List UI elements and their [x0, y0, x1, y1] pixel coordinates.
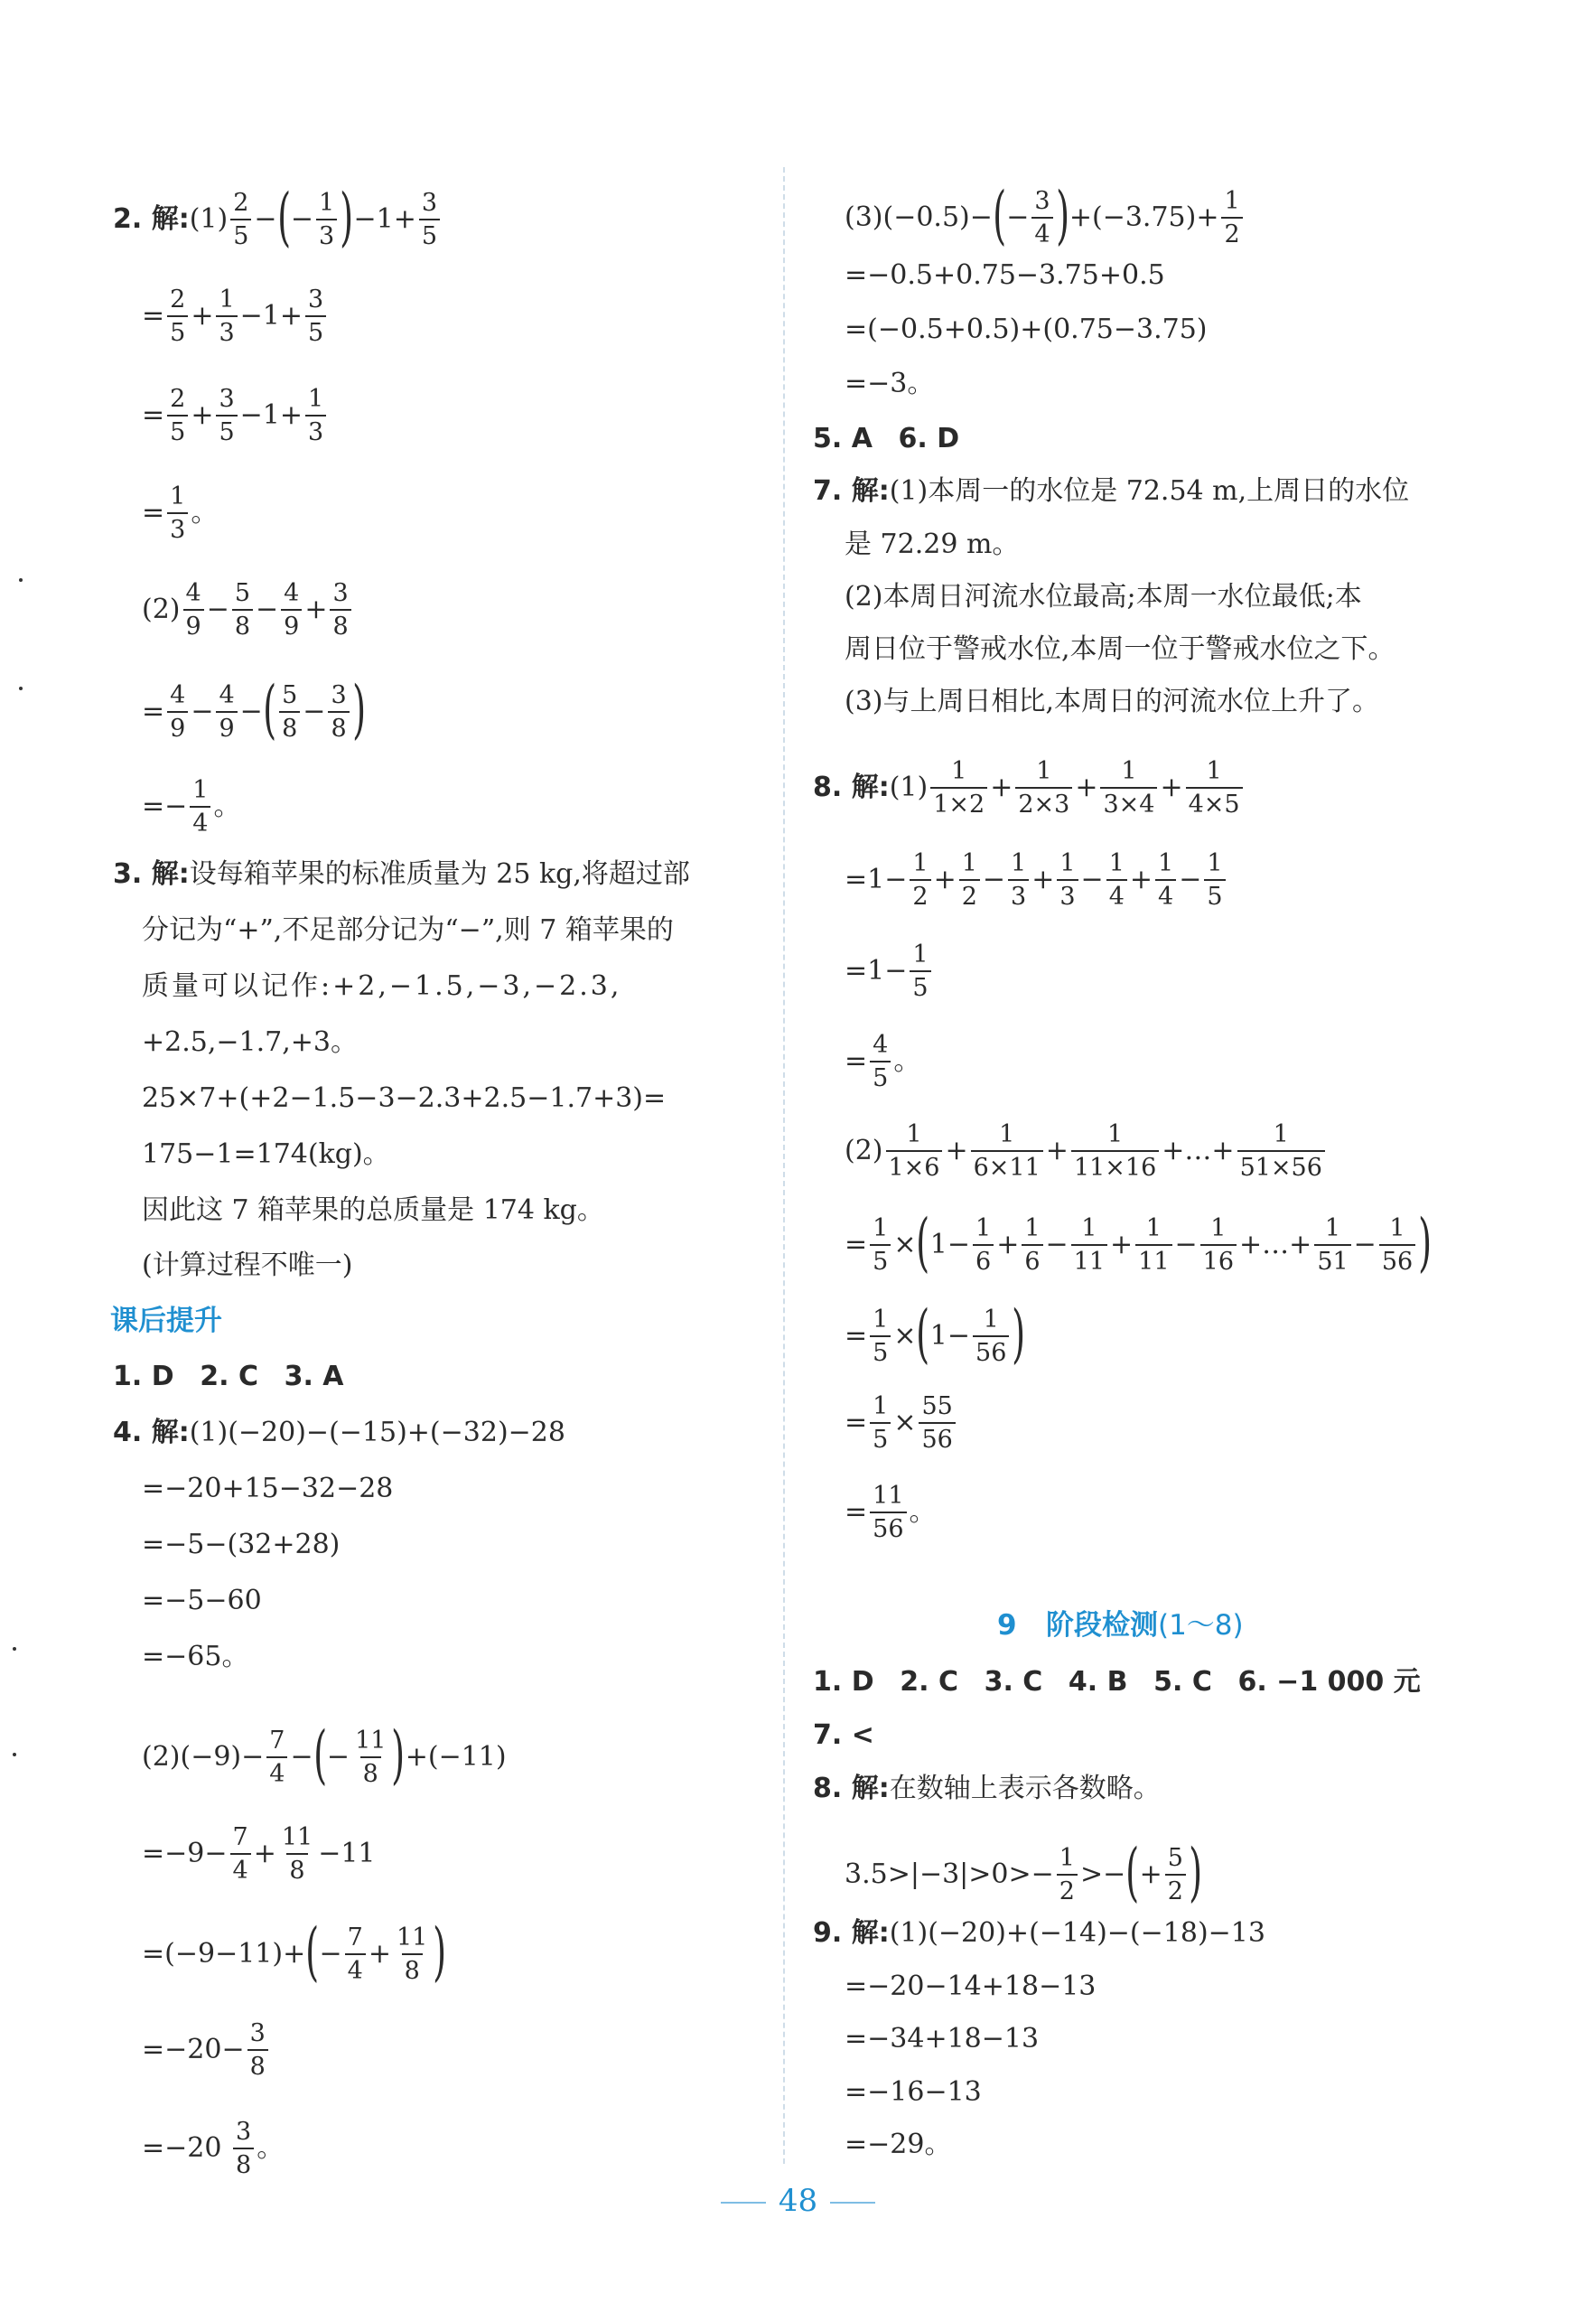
fraction: 2 5: [230, 191, 251, 248]
q9-line-4: =−16−13: [845, 2076, 982, 2108]
q3-line-3: 质量可以记作:+2,−1.5,−3,−2.3,: [142, 970, 622, 1002]
q2-line-1: 2. 解 : (1) 2 5 − ( − $\frac{1}{3}$ ) −1+ $\frac{3}{5}$: [113, 188, 443, 251]
margin-dot: [19, 687, 23, 690]
q2-label: 2. 解: [113, 203, 179, 235]
q4-line-3: =−5−(32+28): [142, 1529, 341, 1560]
q4-part3-line-4: =−3。: [845, 368, 935, 399]
q8-line-3: = 1− $\frac{1}{5}$: [845, 942, 934, 1000]
q4-line-4: =−5−60: [142, 1585, 262, 1616]
q8-line-1: 8. 解 : (1) 1 1×2 + $\frac{1}{2\times 3}$ + $\frac{1}{3\times 4}$ + $\frac{1}{4\times 5}$: [813, 759, 1246, 817]
q8b-line: 8. 解:在数轴上表示各数略。: [813, 1773, 1161, 1804]
q3-label: 3. 解: [113, 858, 179, 890]
section-heading-after-class: 课后提升: [110, 1305, 222, 1337]
q8-line-4: = $\frac{4}{5}$ 。: [845, 1031, 921, 1092]
q3-line-2: 分记为“+”,不足部分记为“−”,则 7 箱苹果的: [142, 914, 674, 946]
q2-line-3: = $\frac{2}{5}$ + $\frac{3}{5}$ −1+ $\frac{1}{3}$: [142, 387, 329, 445]
q7-line-3: (2)本周日河流水位最高;本周一水位最低;本: [845, 581, 1362, 613]
column-divider: [783, 167, 785, 2164]
q8-part2-line-1: (2) 1 1×6 + $\frac{1}{6\times 11}$ + $\frac{1}{11\times 16}$ +…+ $\frac{1}{51\times 56}$: [845, 1122, 1328, 1180]
q4-part2-line-3: =(−9−11)+ ( − $\frac{7}{4}$ + $\frac{11}{8}$ ): [142, 1914, 447, 1989]
q2-line-4: = $\frac{1}{3}$ 。: [142, 482, 219, 544]
q8-line-2: = 1− $\frac{1}{2}$ + $\frac{1}{2}$ − $\frac{1}{3}$ + $\frac{1}{3}$ − $\frac{1}{4}$ + $\frac{1}{4}$ − $\frac{1}{5}$: [845, 851, 1228, 909]
q8-part2-line-3: = $\frac{1}{5}$ × ( 1− $\frac{1}{56}$ ): [845, 1296, 1026, 1371]
q4-part3-line-3: =(−0.5+0.5)+(0.75−3.75): [845, 314, 1208, 345]
q2-part2-line-3: =− $\frac{1}{4}$ 。: [142, 776, 241, 838]
q4-part2-line-1: (2) (−9)− $\frac{7}{4}$ − ( − $\frac{11}{8}$ ) +(−11): [142, 1718, 507, 1792]
q4-part2-line-2: =−9− $\frac{7}{4}$ + $\frac{11}{8}$ −11: [142, 1823, 376, 1885]
fraction: $\frac{1}{3}$: [316, 191, 337, 248]
fraction: $\frac{3}{5}$: [419, 191, 440, 248]
q7-line-4: 周日位于警戒水位,本周一位于警戒水位之下。: [845, 633, 1395, 665]
part-label: (1): [189, 203, 229, 235]
q4-part2-line-5: =−20 3 8 。: [142, 2118, 285, 2179]
q9-line-1: 9. 解:(1)(−20)+(−14)−(−18)−13: [813, 1917, 1265, 1949]
q3-line-8: (计算过程不唯一): [142, 1250, 353, 1281]
q8-part2-line-4: = $\frac{1}{5}$ × $\frac{55}{56}$: [845, 1394, 958, 1452]
q7-line-1: 7. 解:(1)本周一的水位是 72.54 m,上周日的水位: [813, 475, 1410, 507]
q4-part2-line-4: =−20− $\frac{3}{8}$: [142, 2021, 271, 2079]
q4-part3-line-1: (3) (−0.5)− ( − $\frac{3}{4}$ ) +(−3.75)+ $\frac{1}{2}$: [845, 186, 1246, 249]
q3-line-4: +2.5,−1.7,+3。: [142, 1026, 358, 1058]
q7-line-5: (3)与上周日相比,本周日的河流水位上升了。: [845, 686, 1380, 717]
q8-part2-line-2: = $\frac{1}{5}$ × ( 1− $\frac{1}{6}$ + $\frac{1}{6}$ − $\frac{1}{11}$ + $\frac{1}{11}$ − $\frac{1}{16}$ +…+ $\frac{1}{51}$ − $\frac{1}{56}$ ): [845, 1205, 1433, 1279]
answers-5-6: 5. A 6. D: [813, 423, 960, 454]
margin-dot: [19, 578, 23, 582]
q9-line-2: =−20−14+18−13: [845, 1970, 1097, 2002]
q9-line-5: =−29。: [845, 2129, 952, 2160]
q4-line-1: 4. 解:(1)(−20)−(−15)+(−32)−28: [113, 1417, 565, 1448]
margin-dot: [13, 1647, 16, 1651]
q4-line-5: =−65。: [142, 1641, 249, 1672]
answers-1-3: 1. D 2. C 3. A: [113, 1361, 344, 1392]
q9-line-3: =−34+18−13: [845, 2023, 1040, 2055]
q3-line-7: 因此这 7 箱苹果的总质量是 174 kg。: [142, 1194, 604, 1226]
page-number: 48: [0, 2183, 1596, 2219]
q7-line-2: 是 72.29 m。: [845, 529, 1020, 560]
q8-part2-line-5: = $\frac{11}{56}$ 。: [845, 1482, 937, 1543]
q8b-comparison: 3.5>|−3|>0>− $\frac{1}{2}$ >− ( + $\frac{5}{2}$ ): [845, 1835, 1203, 1909]
q3-line-1: 3. 解:设每箱苹果的标准质量为 25 kg,将超过部: [113, 858, 690, 890]
q3-line-5: 25×7+(+2−1.5−3−2.3+2.5−1.7+3)=: [142, 1082, 667, 1114]
q2-line-2: = $\frac{2}{5}$ + $\frac{1}{3}$ −1+ $\frac{3}{5}$: [142, 287, 329, 345]
q2-part2-line-2: = $\frac{4}{9}$ − $\frac{4}{9}$ − ( 5 8 − $\frac{3}{8}$ ): [142, 672, 366, 746]
q2-part2-line-1: (2) 4 9 − $\frac{5}{8}$ − $\frac{4}{9}$ + $\frac{3}{8}$: [142, 581, 354, 639]
margin-dot: [13, 1753, 16, 1756]
answer-7: 7. <: [813, 1719, 874, 1751]
answers-stage-1-6: 1. D 2. C 3. C 4. B 5. C 6. −1 000 元: [813, 1666, 1421, 1698]
section-heading-stage-test: 9 阶段检测(1～8): [997, 1609, 1244, 1642]
q4-part3-line-2: =−0.5+0.75−3.75+0.5: [845, 259, 1165, 291]
q3-line-6: 175−1=174(kg)。: [142, 1138, 390, 1170]
q4-line-2: =−20+15−32−28: [142, 1473, 394, 1504]
